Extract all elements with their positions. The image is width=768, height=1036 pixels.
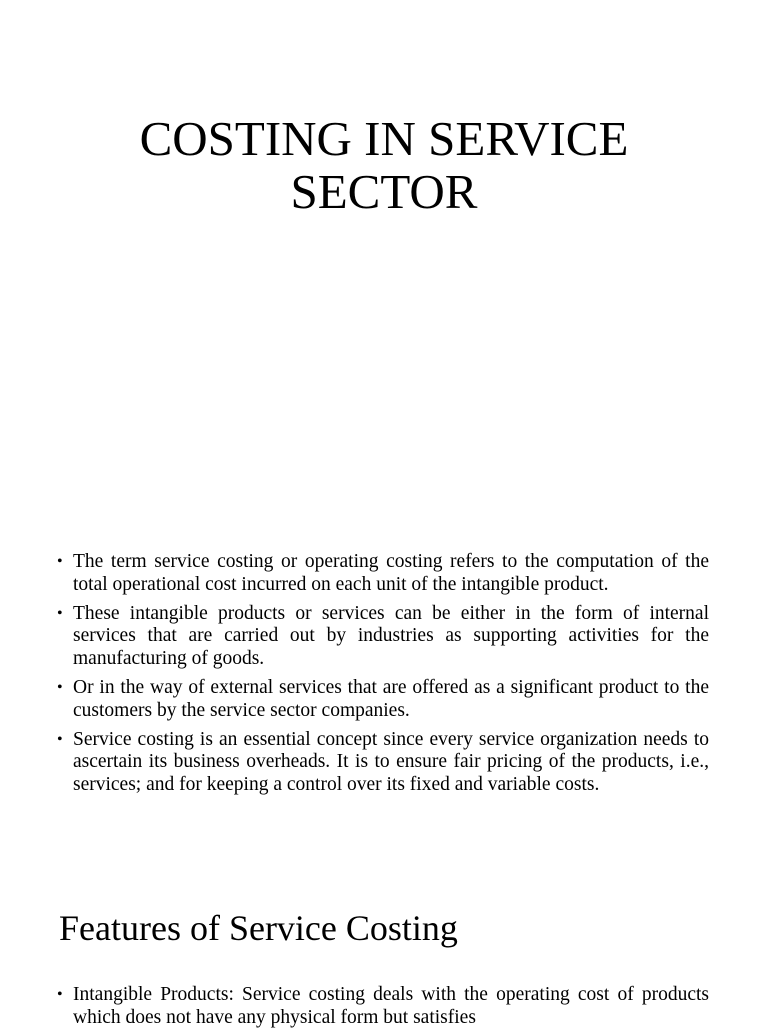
section-heading: Features of Service Costing	[59, 908, 458, 948]
slide-title-line-1: COSTING IN SERVICE	[139, 111, 629, 166]
list-item	[57, 984, 709, 1030]
bullet-icon: •	[57, 730, 63, 748]
bullet-text: Intangible Products: Service costing deals with the operating cost of products which does not have any physical form but satisfies	[73, 984, 709, 1028]
list-item	[57, 603, 709, 671]
list-item	[57, 677, 709, 723]
bullet-text: Or in the way of external services that are offered as a significant product to the customers by the service sector companies.	[73, 676, 709, 721]
bullet-icon: •	[57, 678, 63, 696]
list-item	[57, 729, 709, 797]
features-bullet-list	[57, 984, 709, 1036]
bullet-text: These intangible products or services can be either in the form of internal services that are carried out by industries as supporting activities for the manufacturing of goods.	[73, 602, 709, 670]
bullet-icon: •	[57, 553, 63, 570]
bullet-icon: •	[57, 986, 63, 1003]
intro-bullet-list	[57, 551, 709, 803]
slide-title-line-2: SECTOR	[290, 164, 478, 219]
bullet-icon: •	[57, 604, 63, 622]
bullet-text: Service costing is an essential concept since every service organization needs to ascertain its business overheads. It is to ensure fair pricing of the products, i.e., services; and for keeping a control over its fixed and variable costs.	[73, 728, 709, 796]
slide-title	[0, 112, 768, 218]
bullet-text: The term service costing or operating costing refers to the computation of the total operational cost incurred on each unit of the intangible product.	[73, 551, 709, 595]
list-item	[57, 551, 709, 597]
